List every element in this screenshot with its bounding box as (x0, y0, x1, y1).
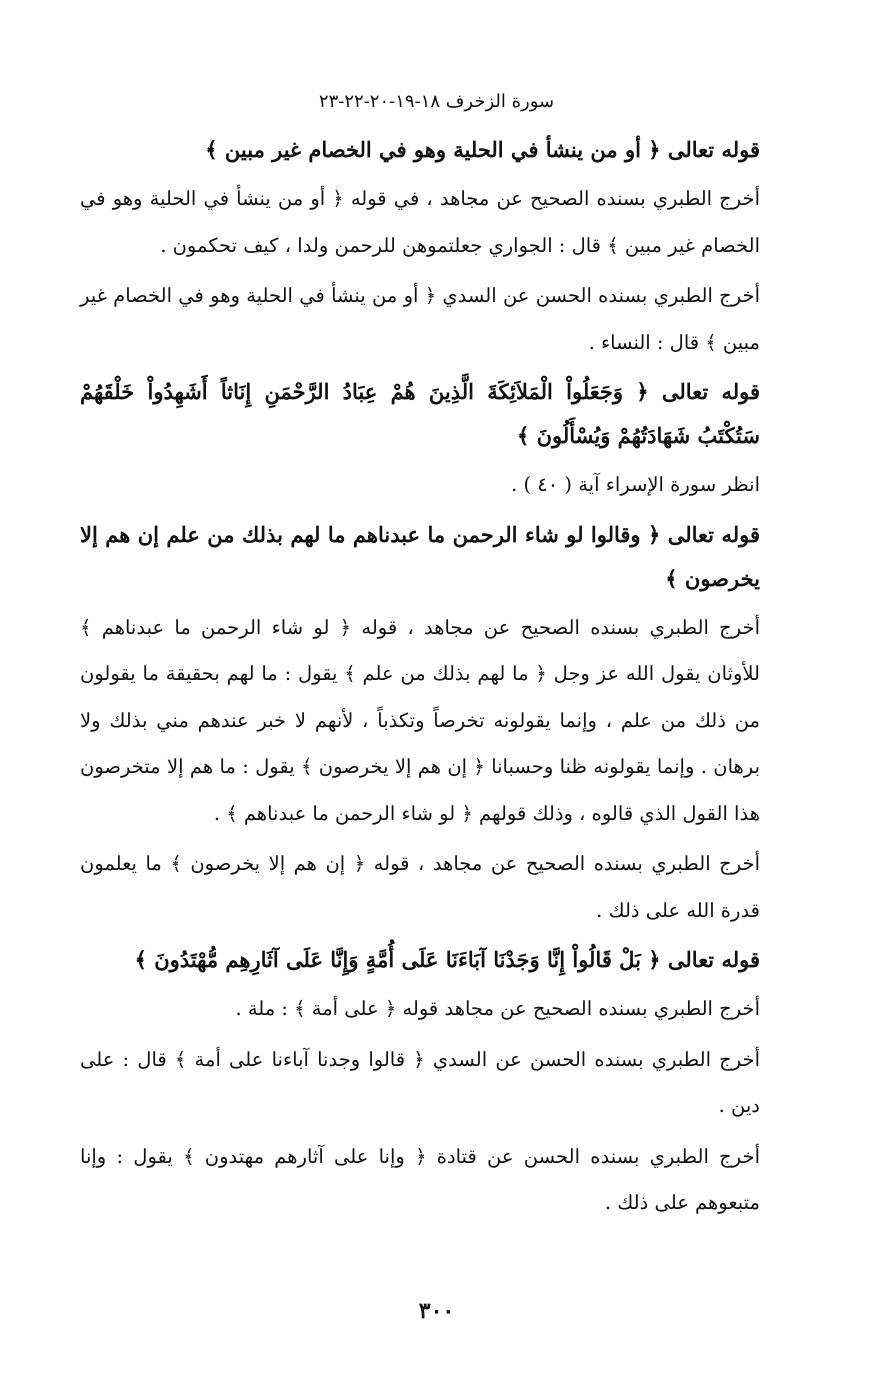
commentary-paragraph: أخرج الطبري بسنده الحسن عن قتادة ﴿ وإنا على آثارهم مهتدون ﴾ يقول : وإنا متبعوهم على ذلك . (80, 1144, 760, 1214)
commentary-paragraph: أخرج الطبري بسنده الصحيح عن مجاهد قوله ﴿ على أمة ﴾ : ملة . (235, 997, 760, 1020)
commentary-paragraph: أخرج الطبري بسنده الحسن عن السدي ﴿ قالوا وجدنا آباءنا على أمة ﴾ قال : على دين . (80, 1047, 760, 1117)
verse-heading: قوله تعالى ﴿ وقالوا لو شاء الرحمن ما عبدناهم ما لهم بذلك من علم إن هم إلا يخرصون ﴾ (80, 521, 760, 591)
commentary-paragraph: أخرج الطبري بسنده الصحيح عن مجاهد ، قوله ﴿ إن هم إلا يخرصون ﴾ ما يعلمون قدرة الله على ذلك . (80, 852, 760, 922)
commentary-paragraph: أخرج الطبري بسنده الصحيح عن مجاهد ، قوله ﴿ لو شاء الرحمن ما عبدناهم ﴾ للأوثان يقول الله عز وجل ﴿ ما لهم بذلك من علم ﴾ يقول : ما لهم بحقيقة ما يقولون من ذلك من علم ، وإنما يقولونه تخرصاً وتكذباً ، لأنهم لا خبر عندهم مني بذلك ولا برهان . وإنما يقولونه ظنا وحسبانا ﴿ إن هم إلا يخرصون ﴾ يقول : ما هم إلا متخرصون هذا القول الذي قالوه ، وذلك قولهم ﴿ لو شاء الرحمن ما عبدناهم ﴾ . (80, 615, 760, 825)
verse-heading: قوله تعالى ﴿ أو من ينشأ في الحلية وهو في الخصام غير مبين ﴾ (205, 137, 760, 162)
page-number: ٣٠٠ (418, 1298, 455, 1324)
commentary-paragraph: انظر سورة الإسراء آية ( ٤٠ ) . (511, 473, 760, 496)
verse-heading: قوله تعالى ﴿ وَجَعَلُواْ الْمَلاَئِكَةَ الَّذِينَ هُمْ عِبَادُ الرَّحْمَنِ إِنَاثاً أَشَهِدُواْ خَلْقَهُمْ سَتُكْتَبُ شَهَادَتُهُمْ وَيُسْأَلُونَ ﴾ (80, 379, 760, 448)
commentary-paragraph: أخرج الطبري بسنده الصحيح عن مجاهد ، في قوله ﴿ أو من ينشأ في الحلية وهو في الخصام غير مبين ﴾ قال : الجواري جعلتموهن للرحمن ولدا ، كيف تحكمون . (80, 187, 760, 257)
page-body (80, 128, 760, 1231)
verse-heading: قوله تعالى ﴿ بَلْ قَالُواْ إِنَّا وَجَدْنَا آبَاءَنَا عَلَى أُمَّةٍ وَإِنَّا عَلَى آثَارِهِم مُّهْتَدُونَ ﴾ (134, 947, 760, 972)
commentary-paragraph: أخرج الطبري بسنده الحسن عن السدي ﴿ أو من ينشأ في الحلية وهو في الخصام غير مبين ﴾ قال : النساء . (80, 284, 760, 354)
page-header: سورة الزخرف ١٨-١٩-٢٠-٢٢-٢٣ (318, 91, 555, 112)
